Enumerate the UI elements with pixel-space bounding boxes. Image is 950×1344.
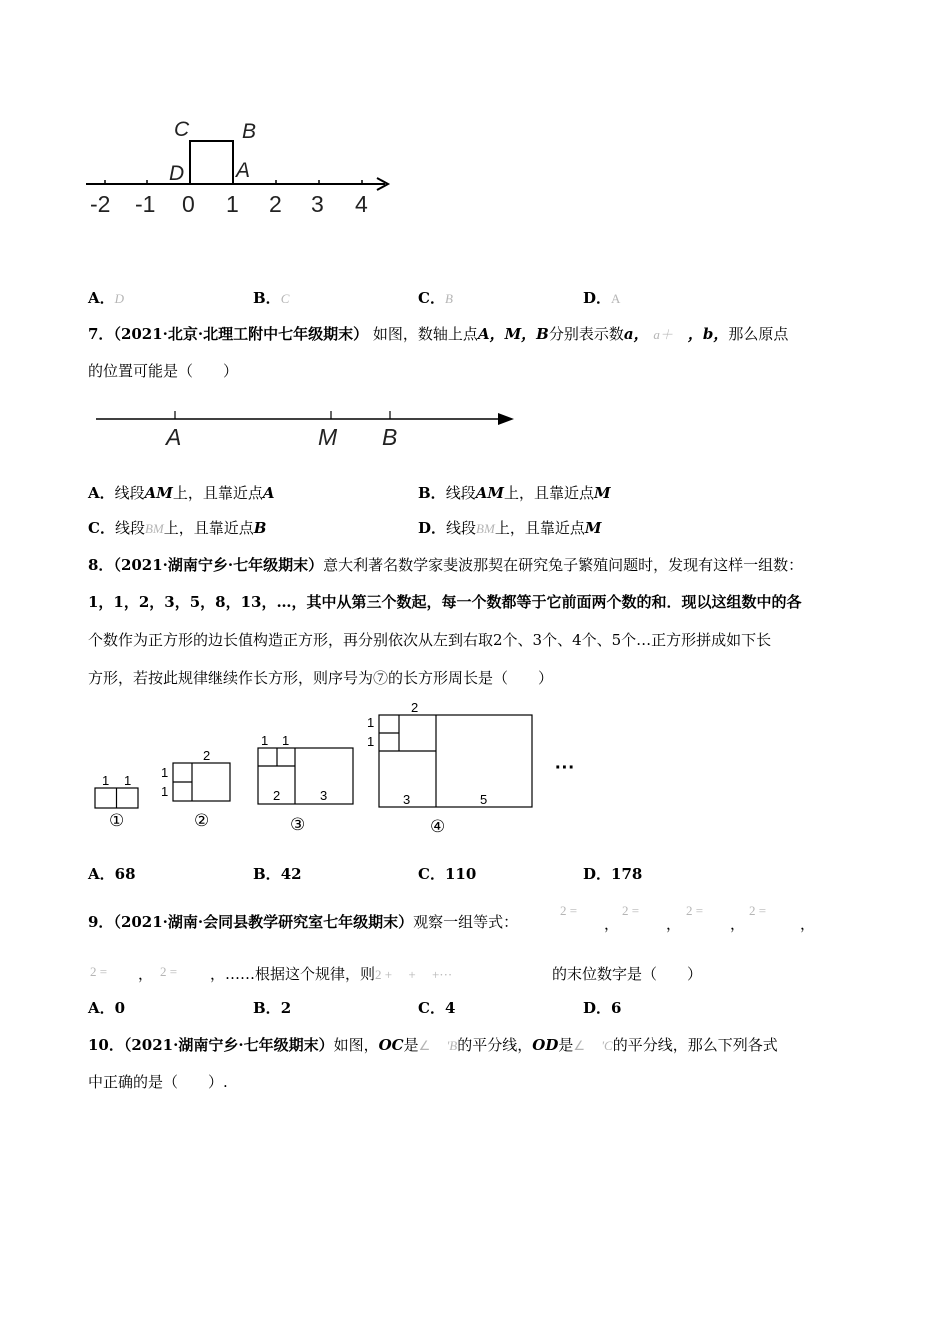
option-segment: BM: [144, 521, 164, 536]
option-letter: D．: [418, 519, 447, 537]
q9-option-a[interactable]: [88, 998, 125, 1018]
angle-expression: ∠: [573, 1038, 602, 1053]
stem-text: 的末位数字是（ ）: [552, 965, 703, 983]
q8-option-b[interactable]: [253, 864, 302, 884]
stem-text: 的平分线，: [457, 1036, 533, 1054]
q8-option-c[interactable]: [418, 864, 476, 884]
point-label-b: B: [382, 424, 398, 450]
number-line-square-figure: [80, 110, 400, 220]
question-source: （2021·北京·北理工附中七年级期末）: [113, 325, 369, 343]
question-number: 9．: [88, 913, 114, 931]
q9-stem-line1: [88, 912, 518, 932]
option-letter: B．: [253, 865, 281, 883]
tick-label: 2: [269, 191, 282, 217]
angle-expression: 'C: [601, 1038, 613, 1053]
option-letter: D．: [583, 289, 612, 307]
q8-stem-line4: [88, 668, 553, 688]
q9-comma: ，: [730, 915, 746, 933]
question-source: （2021·湖南·会同县教学研究室七年级期末）: [113, 913, 414, 931]
q7-option-d[interactable]: [418, 518, 601, 539]
q7-stem-line1: [88, 324, 788, 345]
option-point: B: [253, 519, 267, 537]
point-label-m: M: [318, 424, 338, 450]
q9-option-b[interactable]: [253, 998, 291, 1018]
stem-text: ……根据这个规律，则: [225, 965, 376, 983]
side-label: 2: [411, 700, 419, 715]
tick-label: 0: [182, 191, 195, 217]
option-value: C: [280, 291, 290, 306]
option-text: 上，且靠近点: [163, 519, 254, 537]
option-text: 上，且靠近点: [172, 484, 263, 502]
q9-equation: 2 =: [90, 964, 108, 979]
side-label: 2: [203, 748, 211, 763]
angle-expression: ∠: [418, 1038, 447, 1053]
point-label-c: C: [174, 118, 190, 141]
option-segment: AM: [144, 484, 173, 502]
option-letter: A．: [88, 999, 115, 1017]
option-value: 2: [280, 999, 292, 1017]
option-letter: C．: [418, 999, 445, 1017]
stem-var-a: a，: [623, 325, 649, 343]
side-label: 1: [161, 784, 169, 799]
q7-number-line-figure: [90, 402, 520, 454]
stem-var-b: ，b，: [687, 325, 729, 343]
q9-comma: ，: [138, 965, 154, 983]
option-value: D: [114, 291, 125, 306]
q6-option-a[interactable]: [88, 288, 124, 309]
figure-caption: ④: [430, 817, 446, 836]
q10-stem-line2: [88, 1072, 228, 1092]
option-letter: A．: [88, 289, 115, 307]
option-text: 线段: [114, 519, 145, 537]
stem-text: 观察一组等式：: [413, 913, 519, 931]
q6-option-b[interactable]: [253, 288, 289, 309]
q8-option-a[interactable]: [88, 864, 136, 884]
tick-label: -2: [90, 191, 111, 217]
stem-text: 是: [403, 1036, 419, 1054]
option-letter: B．: [418, 484, 446, 502]
ray-od: OD: [532, 1036, 559, 1054]
option-value: 110: [444, 865, 477, 883]
q8-stem-line3: [88, 630, 771, 650]
ray-oc: OC: [378, 1036, 404, 1054]
point-label-b: B: [242, 120, 257, 143]
q9-comma: ，: [666, 915, 682, 933]
point-label-a: A: [236, 159, 251, 182]
side-label: 1: [124, 773, 132, 788]
option-value: 6: [611, 999, 622, 1017]
question-number: 7．: [88, 325, 114, 343]
q9-equation: 2 =: [686, 903, 704, 918]
option-point: M: [584, 519, 602, 537]
point-label-a: A: [166, 424, 182, 450]
stem-text: 个数作为正方形的边长值构造正方形，再分别依次从左到右取2个、3个、4个、5个…正方形拼成如下长: [88, 631, 772, 649]
point-label-d: D: [169, 162, 185, 185]
stem-text: 中正确的是（ ）.: [88, 1073, 228, 1091]
sum-expression: 2 + + +···: [375, 967, 453, 982]
q8-option-d[interactable]: [583, 864, 642, 884]
option-value: 0: [114, 999, 126, 1017]
q9-stem-line2-end: [552, 964, 702, 984]
option-letter: C．: [88, 519, 115, 537]
q7-option-b[interactable]: [418, 483, 611, 503]
side-label: 1: [261, 733, 269, 748]
q6-option-c[interactable]: [418, 288, 453, 309]
option-letter: D．: [583, 865, 612, 883]
q7-option-a[interactable]: [88, 483, 275, 503]
stem-expression: a＋: [653, 327, 673, 342]
axis-arrow-icon: [498, 413, 514, 425]
q9-option-c[interactable]: [418, 998, 455, 1018]
option-letter: A．: [88, 484, 115, 502]
side-label: 3: [403, 792, 411, 807]
stem-text: 那么原点: [728, 325, 789, 343]
option-text: 线段: [445, 484, 476, 502]
stem-text: 分别表示数: [548, 325, 624, 343]
option-point: M: [593, 484, 611, 502]
option-letter: B．: [253, 999, 281, 1017]
stem-text: 如图，数轴上点: [372, 325, 478, 343]
fibonacci-rectangles-figure: [85, 696, 595, 842]
angle-expression: 'B: [446, 1038, 458, 1053]
figure-caption: ②: [194, 811, 210, 830]
figure-caption: ③: [290, 815, 306, 834]
q8-stem-line2: [88, 592, 802, 612]
q6-option-d[interactable]: [583, 288, 620, 309]
q9-comma: ，: [800, 915, 816, 933]
stem-text: 1，1，2，3，5，8，13，…，其中从第三个数起，每一个数都等于它前面两个数的和．现以这组数中的各: [88, 593, 802, 611]
side-label: 1: [161, 765, 169, 780]
tick-label: 3: [311, 191, 324, 217]
q7-stem-line2: [88, 361, 238, 381]
stem-points: A，M，B: [477, 325, 549, 343]
option-text: 上，且靠近点: [494, 519, 585, 537]
option-letter: B．: [253, 289, 281, 307]
option-text: 线段: [114, 484, 145, 502]
q9-equation: 2 =: [160, 964, 178, 979]
side-label: 2: [273, 788, 281, 803]
stem-text: 如图，: [333, 1036, 379, 1054]
q10-stem-line1: [88, 1035, 778, 1056]
option-text: 上，且靠近点: [503, 484, 594, 502]
tick-label: 1: [226, 191, 239, 217]
option-value: 68: [114, 865, 136, 883]
q9-equation: 2 =: [749, 903, 767, 918]
side-label: 3: [320, 788, 328, 803]
figure-caption: ①: [109, 811, 125, 830]
q9-comma: ，: [604, 915, 620, 933]
q9-equation: 2 =: [622, 903, 640, 918]
option-letter: A．: [88, 865, 115, 883]
option-letter: D．: [583, 999, 612, 1017]
q8-stem-line1: [88, 555, 803, 575]
tick-label: -1: [135, 191, 156, 217]
side-label: 1: [282, 733, 290, 748]
question-source: （2021·湖南宁乡·七年级期末）: [113, 556, 324, 574]
option-value: 178: [611, 865, 643, 883]
side-label: 1: [367, 734, 375, 749]
option-point: A: [262, 484, 275, 502]
side-label: 5: [480, 792, 488, 807]
side-label: 1: [102, 773, 110, 788]
q9-stem-line2: [210, 964, 452, 985]
question-source: （2021·湖南宁乡·七年级期末）: [123, 1036, 334, 1054]
stem-text: 是: [558, 1036, 574, 1054]
question-number: 10．: [88, 1036, 124, 1054]
stem-text: ，: [210, 965, 226, 983]
option-value: 42: [280, 865, 302, 883]
option-text: 线段: [446, 519, 477, 537]
square-abcd: [190, 141, 233, 184]
q9-equation: 2 =: [560, 903, 578, 918]
stem-text: 的平分线，那么下列各式: [612, 1036, 778, 1054]
ellipsis: ···: [555, 757, 575, 779]
option-value: A: [611, 291, 621, 306]
q9-option-d[interactable]: [583, 998, 621, 1018]
side-label: 1: [367, 715, 375, 730]
rect-4: [379, 715, 532, 807]
stem-text: 意大利著名数学家斐波那契在研究兔子繁殖问题时，发现有这样一组数：: [323, 556, 804, 574]
option-value: B: [444, 291, 453, 306]
stem-text: 的位置可能是（ ）: [88, 362, 239, 380]
q7-option-c[interactable]: [88, 518, 266, 539]
stem-text: 方形，若按此规律继续作长方形，则序号为⑦的长方形周长是（ ）: [88, 669, 554, 687]
option-value: 4: [444, 999, 456, 1017]
question-number: 8．: [88, 556, 114, 574]
option-letter: C．: [418, 289, 445, 307]
option-segment: AM: [475, 484, 504, 502]
tick-label: 4: [355, 191, 368, 217]
option-segment: BM: [476, 521, 495, 536]
option-letter: C．: [418, 865, 445, 883]
